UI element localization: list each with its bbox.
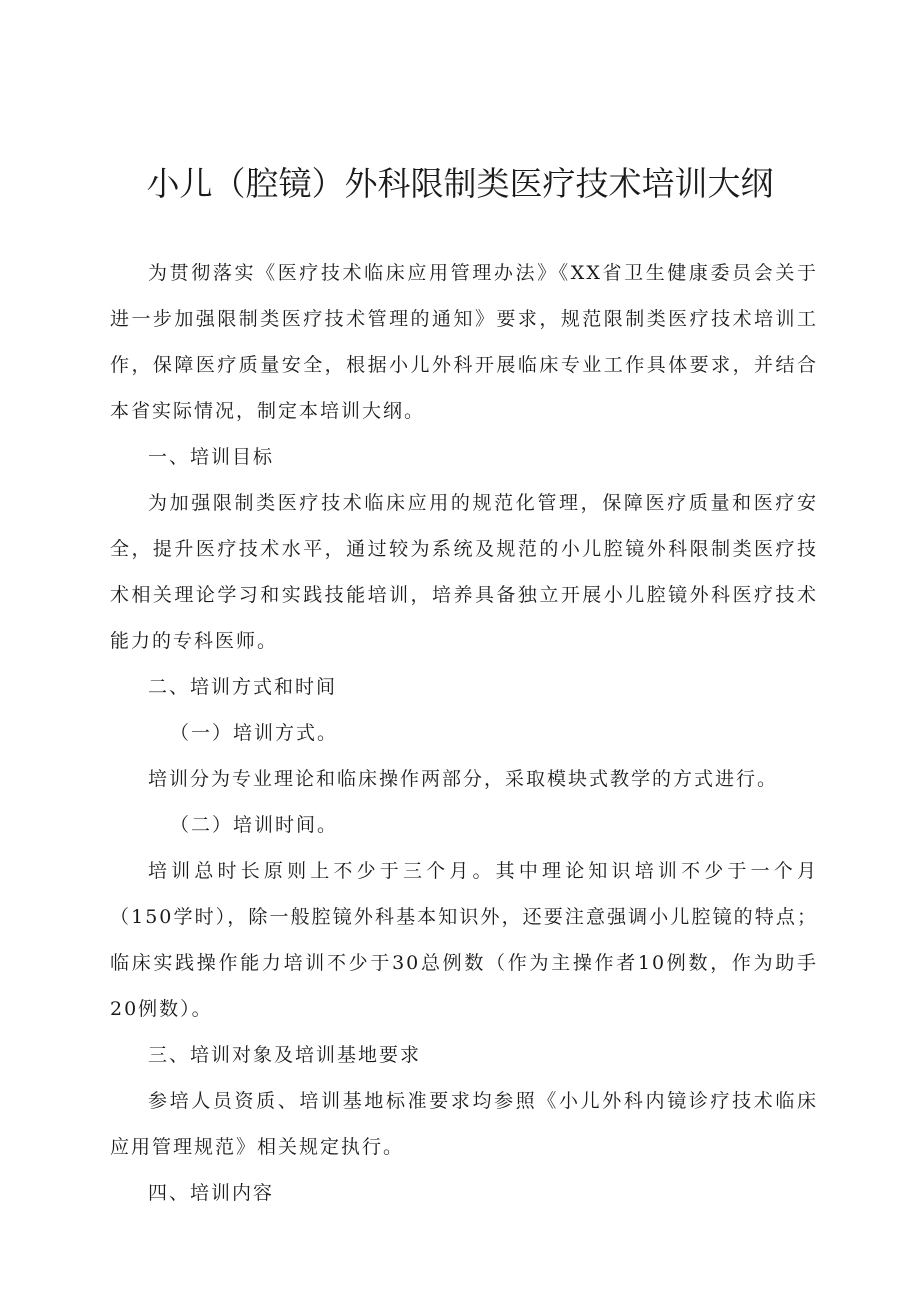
section-2-sub-1-paragraph: 培训分为专业理论和临床操作两部分，采取模块式教学的方式进行。 [148, 768, 779, 790]
section-3-paragraph: 参培人员资质、培训基地标准要求均参照《小儿外科内镜诊疗技术临床应用管理规范》相关规定执行。 [110, 1090, 818, 1158]
section-2-heading: 二、培训方式和时间 [148, 676, 338, 698]
section-1-paragraph: 为加强限制类医疗技术临床应用的规范化管理，保障医疗质量和医疗安全，提升医疗技术水平，通过较为系统及规范的小儿腔镜外科限制类医疗技术相关理论学习和实践技能培训，培养具备独立开展小儿腔镜外科医疗技术能力的专科医师。 [110, 492, 818, 652]
section-2-sub-2-heading: （二）培训时间。 [170, 814, 339, 836]
document-body [110, 250, 818, 1216]
intro-paragraph: 为贯彻落实《医疗技术临床应用管理办法》《XX省卫生健康委员会关于进一步加强限制类医疗技术管理的通知》要求，规范限制类医疗技术培训工作，保障医疗质量安全，根据小儿外科开展临床专业工作具体要求，并结合本省实际情况，制定本培训大纲。 [110, 262, 818, 422]
section-2-sub-2-paragraph: 培训总时长原则上不少于三个月。其中理论知识培训不少于一个月（150学时），除一般腔镜外科基本知识外，还要注意强调小儿腔镜的特点；临床实践操作能力培训不少于30总例数（作为主操作者10例数，作为助手20例数）。 [110, 860, 818, 1020]
section-3-heading: 三、培训对象及培训基地要求 [148, 1044, 422, 1066]
document-title: 小儿（腔镜）外科限制类医疗技术培训大纲 [146, 164, 774, 203]
section-1-heading: 一、培训目标 [148, 446, 275, 468]
section-4-heading: 四、培训内容 [148, 1182, 275, 1204]
section-2-sub-1-heading: （一）培训方式。 [170, 722, 339, 744]
